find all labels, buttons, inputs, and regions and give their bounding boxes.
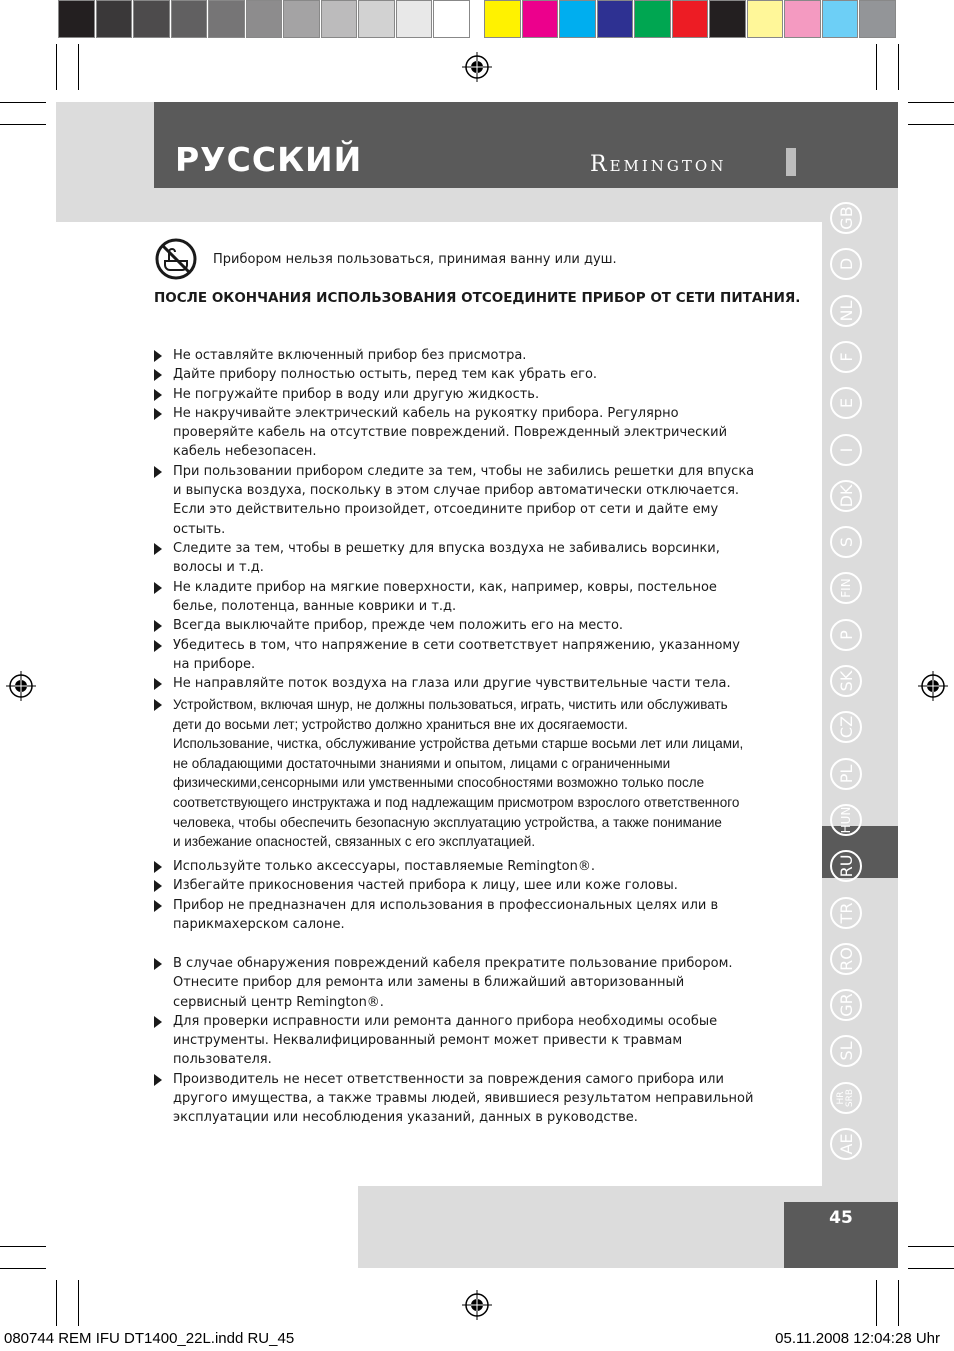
instruction-bullet bbox=[154, 385, 814, 404]
language-tab-gb[interactable]: GB bbox=[830, 202, 862, 234]
bullet-arrow-icon bbox=[154, 466, 162, 478]
language-tab-fin[interactable]: FIN bbox=[830, 572, 862, 604]
brand-mark bbox=[786, 148, 796, 176]
after-use-heading: ПОСЛЕ ОКОНЧАНИЯ ИСПОЛЬЗОВАНИЯ ОТСОЕДИНИТЕ ПРИБОР ОТ СЕТИ ПИТАНИЯ. bbox=[154, 290, 801, 306]
color-swatch bbox=[859, 0, 896, 38]
instruction-bullet bbox=[154, 462, 814, 539]
crop-mark bbox=[56, 1280, 57, 1326]
language-tab-tr[interactable]: TR bbox=[830, 897, 862, 929]
color-swatch bbox=[784, 0, 821, 38]
language-tab-gr[interactable]: GR bbox=[830, 989, 862, 1021]
crop-mark bbox=[0, 1268, 46, 1269]
header-side-panel bbox=[56, 102, 154, 222]
registration-mark-icon bbox=[918, 671, 948, 701]
language-tab-s[interactable]: S bbox=[830, 526, 862, 558]
bullet-arrow-icon bbox=[154, 1016, 162, 1028]
instruction-bullet bbox=[154, 636, 814, 675]
instruction-text: Не кладите прибор на мягкие поверхности, как, например, ковры, постельное белье, полотенца, ванные коврики и т.д. bbox=[173, 579, 717, 614]
language-tab-f[interactable]: F bbox=[830, 341, 862, 373]
instruction-text: Избегайте прикосновения частей прибора к лицу, шее или коже головы. bbox=[173, 878, 678, 894]
color-swatch bbox=[559, 0, 596, 38]
language-tab-hr-srb[interactable]: HR SRB bbox=[830, 1082, 862, 1114]
bullet-arrow-icon bbox=[154, 678, 162, 690]
instruction-text: Используйте только аксессуары, поставляемые Remington®. bbox=[173, 859, 595, 874]
instruction-text: Дайте прибору полностью остыть, перед тем как убрать его. bbox=[173, 367, 598, 383]
crop-mark bbox=[876, 44, 877, 90]
header-light-band bbox=[154, 188, 898, 222]
color-swatch bbox=[747, 0, 784, 38]
language-tab-ru[interactable]: RU bbox=[830, 850, 862, 882]
instruction-text: Всегда выключайте прибор, прежде чем положить его на место. bbox=[173, 618, 624, 634]
bullet-arrow-icon bbox=[154, 408, 162, 420]
language-tab-ae[interactable]: AE bbox=[830, 1128, 862, 1160]
color-swatch bbox=[709, 0, 746, 38]
crop-mark bbox=[908, 102, 954, 103]
bullet-arrow-icon bbox=[154, 1074, 162, 1086]
bullet-arrow-icon bbox=[154, 389, 162, 401]
crop-mark bbox=[56, 44, 57, 90]
instruction-text: Не направляйте поток воздуха на глаза или другие чувствительные части тела. bbox=[173, 676, 731, 692]
color-swatch bbox=[58, 0, 95, 38]
bullet-arrow-icon bbox=[154, 582, 162, 594]
bullet-arrow-icon bbox=[154, 620, 162, 632]
color-swatch bbox=[171, 0, 208, 38]
instruction-bullet bbox=[154, 578, 814, 617]
bullet-arrow-icon bbox=[154, 640, 162, 652]
language-tab-sl[interactable]: SL bbox=[830, 1035, 862, 1067]
language-tab-nl[interactable]: NL bbox=[830, 295, 862, 327]
color-swatch bbox=[358, 0, 395, 38]
instruction-text: Не оставляйте включенный прибор без присмотра. bbox=[173, 348, 527, 363]
language-tab-dk[interactable]: DK bbox=[830, 480, 862, 512]
crop-mark bbox=[908, 1246, 954, 1247]
crop-mark bbox=[78, 44, 79, 90]
page-title: РУССКИЙ bbox=[175, 140, 363, 179]
color-swatch bbox=[246, 0, 283, 38]
bullet-arrow-icon bbox=[154, 350, 162, 362]
instruction-text: Производитель не несет ответственности за повреждения самого прибора или другого имущества, а также травмы людей, явившиеся результатом неправильной эксплуатации или несоблюдения указаний, данных в руководстве. bbox=[173, 1071, 754, 1126]
language-tab-sk[interactable]: SK bbox=[830, 665, 862, 697]
crop-mark bbox=[78, 1280, 79, 1326]
instruction-text: Не накручивайте электрический кабель на рукоятку прибора. Регулярно проверяйте кабель на отсутствие повреждений. Поврежденный электрический кабель небезопасен. bbox=[173, 405, 728, 460]
instruction-text: В случае обнаружения повреждений кабеля прекратите пользование прибором. Отнесите прибор для ремонта или замены в ближайший авторизованный сервисный центр Remington®. bbox=[173, 956, 733, 1010]
crop-mark bbox=[898, 1280, 899, 1326]
bullet-arrow-icon bbox=[154, 880, 162, 892]
page-number: 45 bbox=[829, 1208, 853, 1228]
instruction-bullet bbox=[154, 346, 814, 365]
instruction-text: Убедитесь в том, что напряжение в сети соответствует напряжению, указанному на приборе. bbox=[173, 637, 740, 672]
bullet-arrow-icon bbox=[154, 543, 162, 555]
crop-mark bbox=[898, 44, 899, 90]
language-tab-e[interactable]: E bbox=[830, 387, 862, 419]
color-swatch bbox=[484, 0, 521, 38]
registration-mark-icon bbox=[462, 52, 492, 82]
color-swatch bbox=[822, 0, 859, 38]
instruction-text: Устройством, включая шнур, не должны пользоваться, играть, чистить или обслуживать дети до восьми лет; устройство должно храниться вне их досягаемости. Использование, чистка, обслуживание устройства детьми старше восьми лет или лицами, не обладающими достаточными знаниями и опытом, лицами с ограниченными физическими,сенсорными или умственными способностями возможно только после соответствующего инструктажа и под надлежащим присмотром взрослого ответственного человека, чтобы обеспечить безопасную эксплуатацию устройства, а также понимание и избежание опасностей, связанных с его эксплуатацией. bbox=[173, 697, 744, 850]
bullet-arrow-icon bbox=[154, 369, 162, 381]
language-tab-ro[interactable]: RO bbox=[830, 943, 862, 975]
instruction-bullet bbox=[154, 896, 814, 935]
registration-mark-icon bbox=[462, 1290, 492, 1320]
instruction-text: При пользовании прибором следите за тем, чтобы не забились решетки для впуска и выпуска воздуха, поскольку в этом случае прибор автоматически отключается. Если это действительно произойдет, отсоедините прибор от сети и дайте ему остыть. bbox=[173, 463, 755, 537]
color-swatch bbox=[208, 0, 245, 38]
crop-mark bbox=[0, 102, 46, 103]
instruction-bullet bbox=[154, 954, 814, 1012]
language-tab-d[interactable]: D bbox=[830, 248, 862, 280]
instruction-bullet bbox=[154, 616, 814, 635]
color-swatch bbox=[396, 0, 433, 38]
instruction-bullet bbox=[154, 365, 814, 384]
instruction-text: Для проверки исправности или ремонта данного прибора необходимы особые инструменты. Неквалифицированный ремонт может привести к травмам пользователя. bbox=[173, 1013, 718, 1068]
color-swatch bbox=[634, 0, 671, 38]
language-tab-hun[interactable]: HUN bbox=[830, 804, 862, 836]
language-tab-p[interactable]: P bbox=[830, 619, 862, 651]
color-swatch bbox=[283, 0, 320, 38]
instruction-bullet bbox=[154, 876, 814, 895]
bullet-arrow-icon bbox=[154, 958, 162, 970]
crop-mark bbox=[876, 1280, 877, 1326]
crop-mark bbox=[908, 124, 954, 125]
registration-mark-icon bbox=[6, 671, 36, 701]
color-swatch bbox=[321, 0, 358, 38]
instruction-text: Прибор не предназначен для использования в профессиональных целях или в парикмахерском салоне. bbox=[173, 897, 719, 932]
instruction-bullet bbox=[154, 674, 814, 693]
bullet-arrow-icon bbox=[154, 900, 162, 912]
bullet-arrow-icon bbox=[154, 861, 162, 873]
crop-mark bbox=[908, 1268, 954, 1269]
instruction-bullet bbox=[154, 404, 814, 462]
brand-logo: Remington bbox=[590, 152, 727, 177]
instruction-bullet bbox=[154, 1012, 814, 1070]
timestamp-slug: 05.11.2008 12:04:28 Uhr bbox=[775, 1330, 940, 1347]
color-swatch bbox=[672, 0, 709, 38]
instruction-bullet bbox=[154, 857, 814, 876]
language-tab-i[interactable]: I bbox=[830, 434, 862, 466]
color-swatch bbox=[133, 0, 170, 38]
instruction-text: Не погружайте прибор в воду или другую жидкость. bbox=[173, 386, 540, 402]
color-swatch bbox=[433, 0, 470, 38]
language-tab-pl[interactable]: PL bbox=[830, 758, 862, 790]
instruction-text: Следите за тем, чтобы в решетку для впуска воздуха не забивались ворсинки, волосы и т.д. bbox=[173, 541, 720, 576]
instruction-bullet bbox=[154, 695, 814, 852]
color-swatch bbox=[597, 0, 634, 38]
instruction-bullet bbox=[154, 1070, 814, 1128]
file-slug: 080744 REM IFU DT1400_22L.indd RU_45 bbox=[4, 1330, 295, 1347]
language-tab-cz[interactable]: CZ bbox=[830, 711, 862, 743]
crop-mark bbox=[0, 124, 46, 125]
color-swatch bbox=[522, 0, 559, 38]
no-bath-warning-icon bbox=[155, 238, 197, 280]
color-swatch bbox=[96, 0, 133, 38]
bath-warning-text: Прибором нельзя пользоваться, принимая ванну или душ. bbox=[213, 252, 617, 267]
bullet-arrow-icon bbox=[154, 699, 162, 711]
crop-mark bbox=[0, 1246, 46, 1247]
instruction-bullet bbox=[154, 539, 814, 578]
